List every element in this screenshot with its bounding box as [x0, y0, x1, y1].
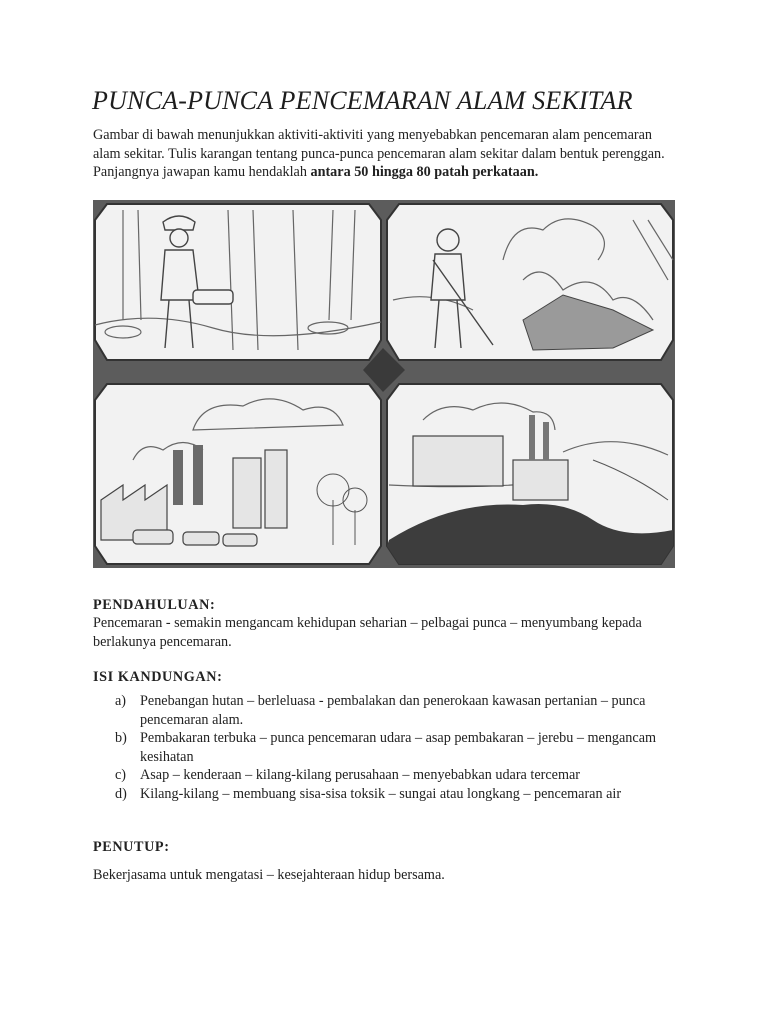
isi-list [115, 692, 695, 803]
pendahuluan-text: Pencemaran - semakin mengancam kehidupan seharian – pelbagai punca – menyumbang kepada berlakunya pencemaran. [93, 615, 642, 650]
word-count-requirement: antara 50 hingga 80 patah perkataan. [310, 164, 539, 180]
pollution-illustration [93, 200, 675, 568]
list-item [115, 729, 695, 766]
factory-traffic-panel [95, 384, 381, 564]
instructions [93, 126, 683, 182]
list-item [115, 692, 695, 729]
list-marker: b) [115, 730, 127, 746]
list-item-text: Pembakaran terbuka – punca pencemaran udara – asap pembakaran – jerebu – mengancam kesihatan [140, 730, 657, 765]
instructions-text: Gambar di bawah menunjukkan aktiviti-aktiviti yang menyebabkan pencemaran alam pencemaran alam sekitar. Tulis karangan tentang punca-punca pencemaran alam sekitar dalam bentuk perenggan. Panjangnya jawapan kamu hendaklah [93, 127, 665, 180]
penutup-text: Bekerjasama untuk mengatasi – kesejahteraan hidup bersama. [93, 867, 445, 883]
list-item [115, 766, 695, 785]
list-item-text: Kilang-kilang – membuang sisa-sisa toksik – sungai atau longkang – pencemaran air [140, 785, 622, 802]
list-marker: a) [115, 693, 127, 709]
list-item [115, 785, 695, 804]
open-burning-panel [387, 204, 673, 360]
list-marker: d) [115, 785, 127, 802]
page-title: PUNCA-PUNCA PENCEMARAN ALAM SEKITAR [92, 86, 633, 115]
list-item-text: Asap – kenderaan – kilang-kilang perusahaan – menyebabkan udara tercemar [140, 767, 581, 783]
river-pollution-panel [387, 384, 673, 564]
list-item-text: Penebangan hutan – berleluasa - pembalakan dan penerokaan kawasan pertanian – punca pencemaran alam. [140, 693, 646, 728]
section-heading-penutup: PENUTUP: [93, 839, 170, 855]
section-heading-isi-kandungan: ISI KANDUNGAN: [93, 669, 223, 685]
list-marker: c) [115, 767, 127, 783]
logging-panel [95, 204, 381, 360]
section-heading-pendahuluan: PENDAHULUAN: [93, 597, 216, 613]
